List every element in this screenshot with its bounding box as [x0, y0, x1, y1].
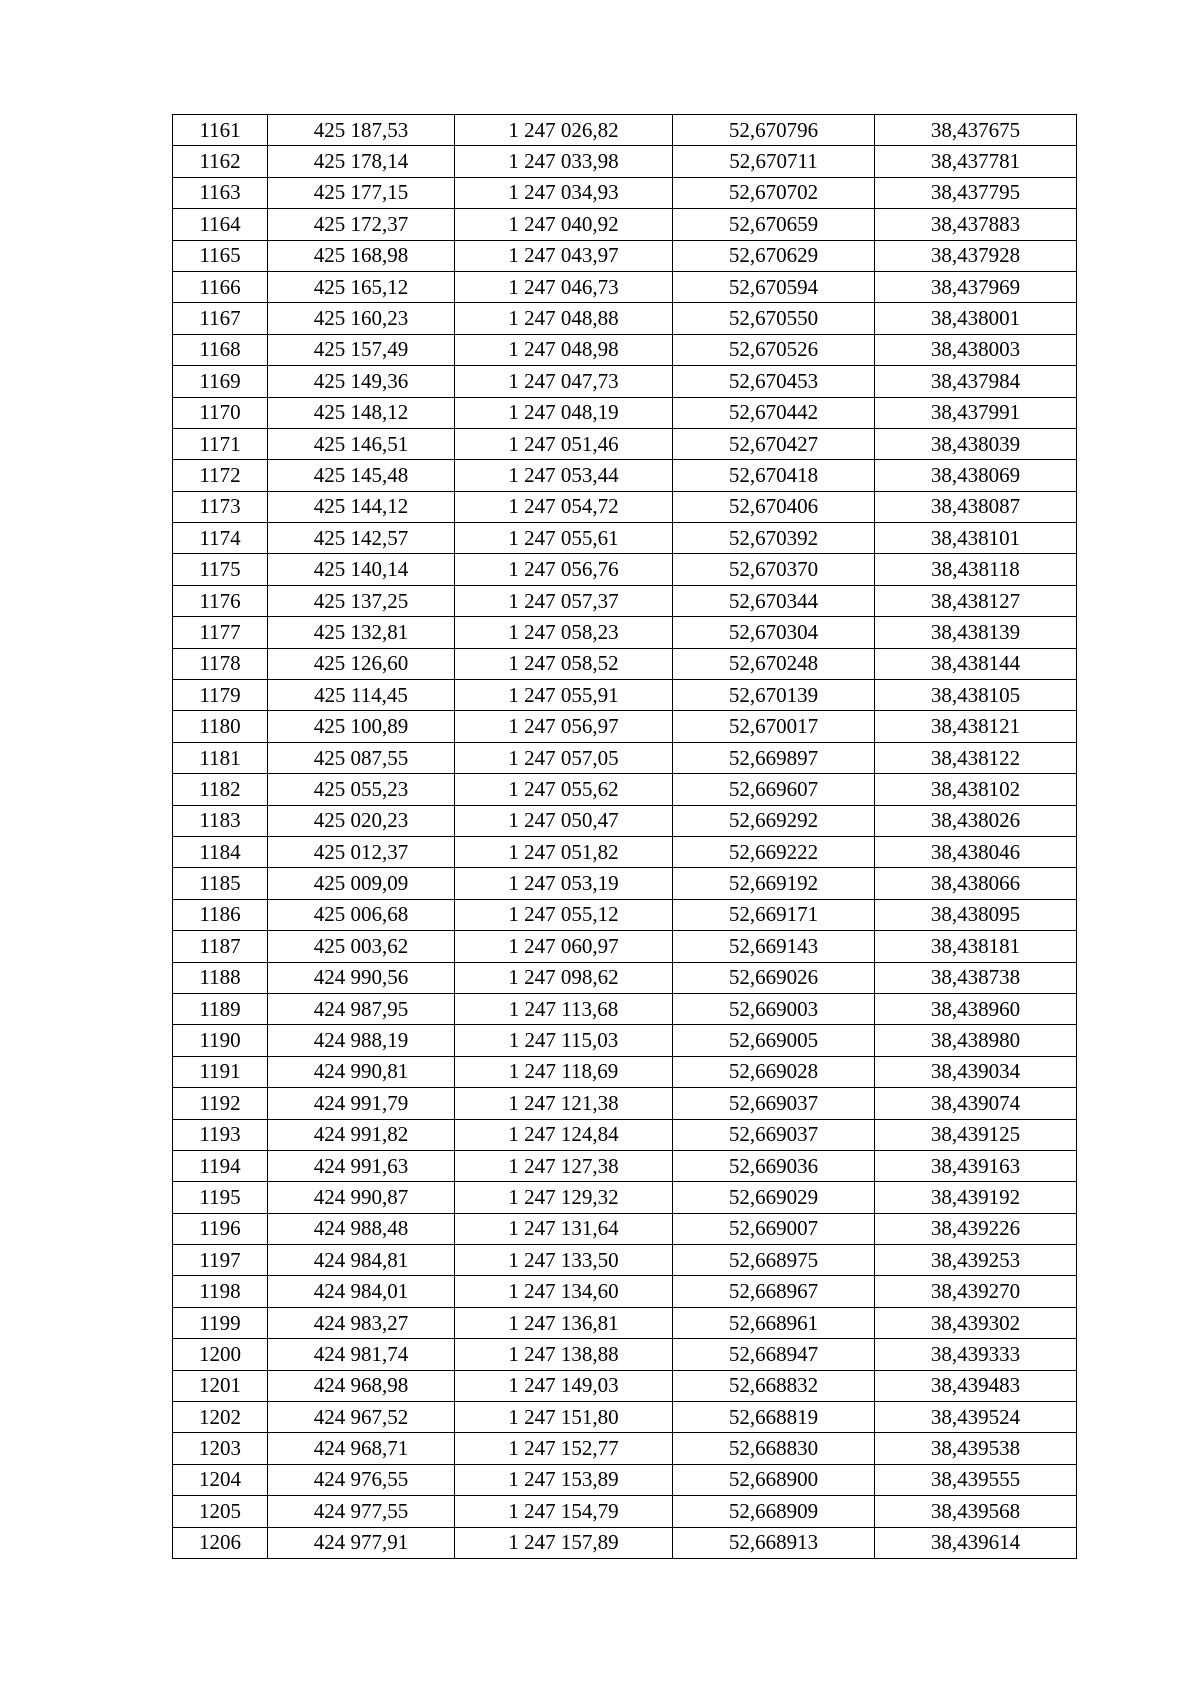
point-number-cell: 1205 [173, 1496, 268, 1527]
table-row [173, 585, 1077, 616]
y-coordinate-cell: 1 247 050,47 [455, 805, 673, 836]
point-number-cell: 1177 [173, 617, 268, 648]
latitude-cell: 52,670344 [673, 585, 875, 616]
latitude-cell: 52,670017 [673, 711, 875, 742]
longitude-cell: 38,439555 [875, 1464, 1077, 1495]
coordinates-table-body [173, 115, 1077, 1559]
longitude-cell: 38,437991 [875, 397, 1077, 428]
latitude-cell: 52,669222 [673, 836, 875, 867]
latitude-cell: 52,669028 [673, 1056, 875, 1087]
longitude-cell: 38,438105 [875, 680, 1077, 711]
point-number-cell: 1174 [173, 523, 268, 554]
latitude-cell: 52,669029 [673, 1182, 875, 1213]
latitude-cell: 52,669007 [673, 1213, 875, 1244]
point-number-cell: 1185 [173, 868, 268, 899]
x-coordinate-cell: 425 168,98 [268, 240, 455, 271]
y-coordinate-cell: 1 247 047,73 [455, 366, 673, 397]
table-row [173, 962, 1077, 993]
point-number-cell: 1203 [173, 1433, 268, 1464]
table-row [173, 899, 1077, 930]
latitude-cell: 52,669143 [673, 931, 875, 962]
longitude-cell: 38,438980 [875, 1025, 1077, 1056]
y-coordinate-cell: 1 247 151,80 [455, 1402, 673, 1433]
y-coordinate-cell: 1 247 124,84 [455, 1119, 673, 1150]
point-number-cell: 1192 [173, 1088, 268, 1119]
longitude-cell: 38,438139 [875, 617, 1077, 648]
point-number-cell: 1175 [173, 554, 268, 585]
longitude-cell: 38,439483 [875, 1370, 1077, 1401]
x-coordinate-cell: 424 976,55 [268, 1464, 455, 1495]
table-row [173, 680, 1077, 711]
x-coordinate-cell: 424 990,81 [268, 1056, 455, 1087]
x-coordinate-cell: 424 987,95 [268, 993, 455, 1024]
table-row [173, 617, 1077, 648]
latitude-cell: 52,668975 [673, 1245, 875, 1276]
longitude-cell: 38,439270 [875, 1276, 1077, 1307]
y-coordinate-cell: 1 247 157,89 [455, 1527, 673, 1558]
x-coordinate-cell: 424 983,27 [268, 1307, 455, 1338]
x-coordinate-cell: 424 991,82 [268, 1119, 455, 1150]
point-number-cell: 1196 [173, 1213, 268, 1244]
latitude-cell: 52,669003 [673, 993, 875, 1024]
longitude-cell: 38,438069 [875, 460, 1077, 491]
point-number-cell: 1173 [173, 491, 268, 522]
x-coordinate-cell: 424 991,79 [268, 1088, 455, 1119]
latitude-cell: 52,670453 [673, 366, 875, 397]
table-row [173, 1119, 1077, 1150]
table-row [173, 1402, 1077, 1433]
y-coordinate-cell: 1 247 053,44 [455, 460, 673, 491]
y-coordinate-cell: 1 247 121,38 [455, 1088, 673, 1119]
point-number-cell: 1204 [173, 1464, 268, 1495]
point-number-cell: 1163 [173, 177, 268, 208]
x-coordinate-cell: 425 100,89 [268, 711, 455, 742]
latitude-cell: 52,668947 [673, 1339, 875, 1370]
y-coordinate-cell: 1 247 055,12 [455, 899, 673, 930]
table-row [173, 428, 1077, 459]
longitude-cell: 38,439524 [875, 1402, 1077, 1433]
longitude-cell: 38,439538 [875, 1433, 1077, 1464]
y-coordinate-cell: 1 247 054,72 [455, 491, 673, 522]
point-number-cell: 1170 [173, 397, 268, 428]
y-coordinate-cell: 1 247 048,19 [455, 397, 673, 428]
table-row [173, 1464, 1077, 1495]
table-row [173, 1213, 1077, 1244]
point-number-cell: 1166 [173, 271, 268, 302]
table-row [173, 1056, 1077, 1087]
y-coordinate-cell: 1 247 055,61 [455, 523, 673, 554]
latitude-cell: 52,668830 [673, 1433, 875, 1464]
longitude-cell: 38,437883 [875, 209, 1077, 240]
table-row [173, 334, 1077, 365]
point-number-cell: 1193 [173, 1119, 268, 1150]
latitude-cell: 52,668913 [673, 1527, 875, 1558]
y-coordinate-cell: 1 247 057,37 [455, 585, 673, 616]
longitude-cell: 38,438095 [875, 899, 1077, 930]
latitude-cell: 52,669292 [673, 805, 875, 836]
point-number-cell: 1167 [173, 303, 268, 334]
x-coordinate-cell: 424 991,63 [268, 1150, 455, 1181]
longitude-cell: 38,438003 [875, 334, 1077, 365]
longitude-cell: 38,438001 [875, 303, 1077, 334]
y-coordinate-cell: 1 247 053,19 [455, 868, 673, 899]
point-number-cell: 1190 [173, 1025, 268, 1056]
x-coordinate-cell: 425 144,12 [268, 491, 455, 522]
latitude-cell: 52,670304 [673, 617, 875, 648]
y-coordinate-cell: 1 247 131,64 [455, 1213, 673, 1244]
table-row [173, 303, 1077, 334]
point-number-cell: 1197 [173, 1245, 268, 1276]
x-coordinate-cell: 424 981,74 [268, 1339, 455, 1370]
point-number-cell: 1165 [173, 240, 268, 271]
y-coordinate-cell: 1 247 026,82 [455, 115, 673, 146]
point-number-cell: 1162 [173, 146, 268, 177]
x-coordinate-cell: 425 009,09 [268, 868, 455, 899]
latitude-cell: 52,670442 [673, 397, 875, 428]
longitude-cell: 38,439192 [875, 1182, 1077, 1213]
table-row [173, 1276, 1077, 1307]
point-number-cell: 1200 [173, 1339, 268, 1370]
latitude-cell: 52,670659 [673, 209, 875, 240]
table-row [173, 1088, 1077, 1119]
point-number-cell: 1191 [173, 1056, 268, 1087]
latitude-cell: 52,670427 [673, 428, 875, 459]
point-number-cell: 1194 [173, 1150, 268, 1181]
y-coordinate-cell: 1 247 118,69 [455, 1056, 673, 1087]
latitude-cell: 52,668832 [673, 1370, 875, 1401]
table-row [173, 648, 1077, 679]
point-number-cell: 1172 [173, 460, 268, 491]
longitude-cell: 38,438121 [875, 711, 1077, 742]
x-coordinate-cell: 425 114,45 [268, 680, 455, 711]
y-coordinate-cell: 1 247 034,93 [455, 177, 673, 208]
x-coordinate-cell: 425 177,15 [268, 177, 455, 208]
table-row [173, 1370, 1077, 1401]
longitude-cell: 38,437969 [875, 271, 1077, 302]
longitude-cell: 38,439074 [875, 1088, 1077, 1119]
longitude-cell: 38,439125 [875, 1119, 1077, 1150]
point-number-cell: 1168 [173, 334, 268, 365]
table-row [173, 1025, 1077, 1056]
x-coordinate-cell: 425 149,36 [268, 366, 455, 397]
x-coordinate-cell: 424 977,55 [268, 1496, 455, 1527]
table-row [173, 1307, 1077, 1338]
y-coordinate-cell: 1 247 060,97 [455, 931, 673, 962]
point-number-cell: 1181 [173, 742, 268, 773]
y-coordinate-cell: 1 247 056,76 [455, 554, 673, 585]
y-coordinate-cell: 1 247 048,88 [455, 303, 673, 334]
y-coordinate-cell: 1 247 138,88 [455, 1339, 673, 1370]
y-coordinate-cell: 1 247 058,52 [455, 648, 673, 679]
point-number-cell: 1179 [173, 680, 268, 711]
point-number-cell: 1183 [173, 805, 268, 836]
longitude-cell: 38,439253 [875, 1245, 1077, 1276]
latitude-cell: 52,668819 [673, 1402, 875, 1433]
point-number-cell: 1180 [173, 711, 268, 742]
y-coordinate-cell: 1 247 153,89 [455, 1464, 673, 1495]
longitude-cell: 38,438960 [875, 993, 1077, 1024]
x-coordinate-cell: 425 006,68 [268, 899, 455, 930]
y-coordinate-cell: 1 247 057,05 [455, 742, 673, 773]
y-coordinate-cell: 1 247 051,82 [455, 836, 673, 867]
y-coordinate-cell: 1 247 056,97 [455, 711, 673, 742]
longitude-cell: 38,438087 [875, 491, 1077, 522]
x-coordinate-cell: 425 160,23 [268, 303, 455, 334]
table-row [173, 774, 1077, 805]
longitude-cell: 38,437928 [875, 240, 1077, 271]
table-row [173, 1150, 1077, 1181]
longitude-cell: 38,438039 [875, 428, 1077, 459]
point-number-cell: 1188 [173, 962, 268, 993]
point-number-cell: 1201 [173, 1370, 268, 1401]
latitude-cell: 52,670796 [673, 115, 875, 146]
y-coordinate-cell: 1 247 136,81 [455, 1307, 673, 1338]
x-coordinate-cell: 425 055,23 [268, 774, 455, 805]
longitude-cell: 38,439614 [875, 1527, 1077, 1558]
x-coordinate-cell: 425 165,12 [268, 271, 455, 302]
latitude-cell: 52,670406 [673, 491, 875, 522]
x-coordinate-cell: 424 988,48 [268, 1213, 455, 1244]
x-coordinate-cell: 425 178,14 [268, 146, 455, 177]
table-row [173, 868, 1077, 899]
x-coordinate-cell: 425 157,49 [268, 334, 455, 365]
y-coordinate-cell: 1 247 127,38 [455, 1150, 673, 1181]
longitude-cell: 38,439163 [875, 1150, 1077, 1181]
table-row [173, 366, 1077, 397]
y-coordinate-cell: 1 247 043,97 [455, 240, 673, 271]
x-coordinate-cell: 424 988,19 [268, 1025, 455, 1056]
x-coordinate-cell: 424 990,56 [268, 962, 455, 993]
y-coordinate-cell: 1 247 134,60 [455, 1276, 673, 1307]
x-coordinate-cell: 425 172,37 [268, 209, 455, 240]
table-row [173, 805, 1077, 836]
longitude-cell: 38,438066 [875, 868, 1077, 899]
y-coordinate-cell: 1 247 046,73 [455, 271, 673, 302]
latitude-cell: 52,670550 [673, 303, 875, 334]
point-number-cell: 1171 [173, 428, 268, 459]
latitude-cell: 52,670139 [673, 680, 875, 711]
longitude-cell: 38,439302 [875, 1307, 1077, 1338]
y-coordinate-cell: 1 247 133,50 [455, 1245, 673, 1276]
table-row [173, 554, 1077, 585]
longitude-cell: 38,439333 [875, 1339, 1077, 1370]
x-coordinate-cell: 425 145,48 [268, 460, 455, 491]
table-row [173, 460, 1077, 491]
latitude-cell: 52,670526 [673, 334, 875, 365]
x-coordinate-cell: 425 132,81 [268, 617, 455, 648]
latitude-cell: 52,668900 [673, 1464, 875, 1495]
longitude-cell: 38,437795 [875, 177, 1077, 208]
table-row [173, 177, 1077, 208]
point-number-cell: 1198 [173, 1276, 268, 1307]
x-coordinate-cell: 424 968,71 [268, 1433, 455, 1464]
y-coordinate-cell: 1 247 033,98 [455, 146, 673, 177]
latitude-cell: 52,669036 [673, 1150, 875, 1181]
longitude-cell: 38,438046 [875, 836, 1077, 867]
y-coordinate-cell: 1 247 154,79 [455, 1496, 673, 1527]
table-row [173, 240, 1077, 271]
x-coordinate-cell: 424 967,52 [268, 1402, 455, 1433]
x-coordinate-cell: 425 137,25 [268, 585, 455, 616]
point-number-cell: 1199 [173, 1307, 268, 1338]
x-coordinate-cell: 425 142,57 [268, 523, 455, 554]
y-coordinate-cell: 1 247 051,46 [455, 428, 673, 459]
table-row [173, 1527, 1077, 1558]
y-coordinate-cell: 1 247 113,68 [455, 993, 673, 1024]
point-number-cell: 1186 [173, 899, 268, 930]
point-number-cell: 1178 [173, 648, 268, 679]
y-coordinate-cell: 1 247 058,23 [455, 617, 673, 648]
point-number-cell: 1176 [173, 585, 268, 616]
y-coordinate-cell: 1 247 055,62 [455, 774, 673, 805]
y-coordinate-cell: 1 247 115,03 [455, 1025, 673, 1056]
x-coordinate-cell: 424 990,87 [268, 1182, 455, 1213]
latitude-cell: 52,670702 [673, 177, 875, 208]
table-row [173, 836, 1077, 867]
y-coordinate-cell: 1 247 149,03 [455, 1370, 673, 1401]
x-coordinate-cell: 425 020,23 [268, 805, 455, 836]
latitude-cell: 52,670392 [673, 523, 875, 554]
x-coordinate-cell: 425 003,62 [268, 931, 455, 962]
longitude-cell: 38,438118 [875, 554, 1077, 585]
longitude-cell: 38,439568 [875, 1496, 1077, 1527]
point-number-cell: 1184 [173, 836, 268, 867]
y-coordinate-cell: 1 247 098,62 [455, 962, 673, 993]
longitude-cell: 38,438738 [875, 962, 1077, 993]
longitude-cell: 38,439226 [875, 1213, 1077, 1244]
table-row [173, 1496, 1077, 1527]
table-row [173, 1182, 1077, 1213]
table-row [173, 209, 1077, 240]
latitude-cell: 52,670248 [673, 648, 875, 679]
latitude-cell: 52,670418 [673, 460, 875, 491]
point-number-cell: 1169 [173, 366, 268, 397]
latitude-cell: 52,669192 [673, 868, 875, 899]
latitude-cell: 52,669037 [673, 1088, 875, 1119]
latitude-cell: 52,669607 [673, 774, 875, 805]
point-number-cell: 1189 [173, 993, 268, 1024]
latitude-cell: 52,669037 [673, 1119, 875, 1150]
coordinates-table [172, 114, 1077, 1559]
x-coordinate-cell: 425 126,60 [268, 648, 455, 679]
x-coordinate-cell: 424 968,98 [268, 1370, 455, 1401]
y-coordinate-cell: 1 247 129,32 [455, 1182, 673, 1213]
latitude-cell: 52,668909 [673, 1496, 875, 1527]
table-row [173, 711, 1077, 742]
y-coordinate-cell: 1 247 055,91 [455, 680, 673, 711]
longitude-cell: 38,438144 [875, 648, 1077, 679]
latitude-cell: 52,668961 [673, 1307, 875, 1338]
table-row [173, 491, 1077, 522]
table-row [173, 742, 1077, 773]
table-row [173, 397, 1077, 428]
longitude-cell: 38,437675 [875, 115, 1077, 146]
x-coordinate-cell: 425 148,12 [268, 397, 455, 428]
point-number-cell: 1164 [173, 209, 268, 240]
latitude-cell: 52,670711 [673, 146, 875, 177]
latitude-cell: 52,669026 [673, 962, 875, 993]
y-coordinate-cell: 1 247 040,92 [455, 209, 673, 240]
x-coordinate-cell: 425 187,53 [268, 115, 455, 146]
latitude-cell: 52,668967 [673, 1276, 875, 1307]
longitude-cell: 38,437984 [875, 366, 1077, 397]
longitude-cell: 38,438181 [875, 931, 1077, 962]
latitude-cell: 52,670594 [673, 271, 875, 302]
x-coordinate-cell: 424 984,81 [268, 1245, 455, 1276]
point-number-cell: 1195 [173, 1182, 268, 1213]
table-row [173, 146, 1077, 177]
y-coordinate-cell: 1 247 152,77 [455, 1433, 673, 1464]
longitude-cell: 38,438026 [875, 805, 1077, 836]
point-number-cell: 1161 [173, 115, 268, 146]
point-number-cell: 1206 [173, 1527, 268, 1558]
table-row [173, 1245, 1077, 1276]
table-row [173, 1339, 1077, 1370]
longitude-cell: 38,438122 [875, 742, 1077, 773]
point-number-cell: 1187 [173, 931, 268, 962]
y-coordinate-cell: 1 247 048,98 [455, 334, 673, 365]
x-coordinate-cell: 425 146,51 [268, 428, 455, 459]
point-number-cell: 1202 [173, 1402, 268, 1433]
latitude-cell: 52,670370 [673, 554, 875, 585]
x-coordinate-cell: 425 140,14 [268, 554, 455, 585]
table-row [173, 271, 1077, 302]
longitude-cell: 38,437781 [875, 146, 1077, 177]
point-number-cell: 1182 [173, 774, 268, 805]
latitude-cell: 52,669897 [673, 742, 875, 773]
longitude-cell: 38,438102 [875, 774, 1077, 805]
latitude-cell: 52,670629 [673, 240, 875, 271]
x-coordinate-cell: 425 087,55 [268, 742, 455, 773]
latitude-cell: 52,669171 [673, 899, 875, 930]
table-row [173, 523, 1077, 554]
longitude-cell: 38,438101 [875, 523, 1077, 554]
x-coordinate-cell: 424 977,91 [268, 1527, 455, 1558]
longitude-cell: 38,438127 [875, 585, 1077, 616]
table-row [173, 993, 1077, 1024]
x-coordinate-cell: 424 984,01 [268, 1276, 455, 1307]
longitude-cell: 38,439034 [875, 1056, 1077, 1087]
table-row [173, 115, 1077, 146]
x-coordinate-cell: 425 012,37 [268, 836, 455, 867]
latitude-cell: 52,669005 [673, 1025, 875, 1056]
table-row [173, 931, 1077, 962]
table-row [173, 1433, 1077, 1464]
